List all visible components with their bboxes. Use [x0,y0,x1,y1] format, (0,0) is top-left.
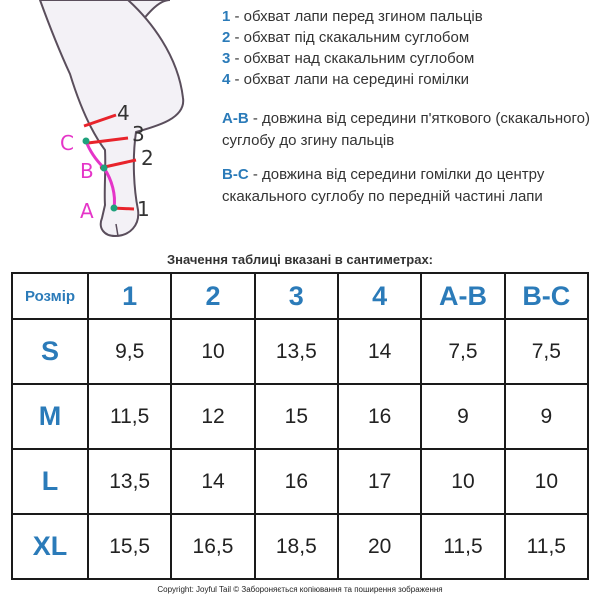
label-3: 3 [132,122,145,146]
table-cell: 9 [505,384,588,449]
table-cell: 11,5 [88,384,171,449]
header-size: Розмір [12,273,88,319]
table-title: Значення таблиці вказані в сантиметрах: [166,252,434,267]
measurement-legend [222,6,594,208]
table-cell: 16,5 [171,514,254,579]
table-cell: 10 [505,449,588,514]
header-2: 2 [171,273,254,319]
table-cell: 17 [338,449,421,514]
label-a: A [80,199,94,223]
table-cell: 13,5 [88,449,171,514]
table-row-xl [12,514,588,579]
label-c: C [60,131,74,155]
table-cell: 16 [255,449,338,514]
point-b [101,165,108,172]
table-cell: 18,5 [255,514,338,579]
legend-number: 4 [222,71,231,88]
legend-ab-key: A-B [222,110,249,127]
legend-bc-key: B-C [222,166,249,183]
table-cell: 7,5 [421,319,504,384]
size-label: XL [12,514,88,579]
size-label: M [12,384,88,449]
table-cell: 14 [338,319,421,384]
legend-ab [222,108,594,152]
legend-ab-text: - довжина від середини п'яткового (скакального) суглобу до згину пальців [222,110,590,149]
table-row-s [12,319,588,384]
size-table [11,272,589,580]
legend-item-1 [222,6,594,27]
header-1: 1 [88,273,171,319]
legend-item-4 [222,69,594,90]
label-2: 2 [141,146,154,170]
table-cell: 15,5 [88,514,171,579]
legend-item-3 [222,48,594,69]
legend-bc [222,164,594,208]
header-3: 3 [255,273,338,319]
legend-text: - обхват під скакальним суглобом [230,29,470,46]
legend-number: 2 [222,29,231,46]
legend-text: - обхват над скакальним суглобом [230,50,475,67]
label-b: B [80,159,94,183]
table-cell: 11,5 [421,514,504,579]
table-row-m [12,384,588,449]
header-b-c: B-C [505,273,588,319]
label-1: 1 [137,197,150,221]
legend-text: - обхват лапи перед згином пальців [230,8,483,25]
table-header-row [12,273,588,319]
table-cell: 9,5 [88,319,171,384]
legend-number: 3 [222,50,231,67]
size-label: L [12,449,88,514]
point-c [83,138,90,145]
table-cell: 20 [338,514,421,579]
legend-number: 1 [222,8,231,25]
legend-bc-text: - довжина від середини гомілки до центру скакального суглобу по передній частині лапи [222,166,545,205]
size-label: S [12,319,88,384]
table-cell: 12 [171,384,254,449]
table-cell: 11,5 [505,514,588,579]
paw-measurement-diagram [0,0,210,245]
table-row-l [12,449,588,514]
table-cell: 10 [421,449,504,514]
table-cell: 10 [171,319,254,384]
table-cell: 7,5 [505,319,588,384]
point-a [111,205,118,212]
header-a-b: A-B [421,273,504,319]
header-4: 4 [338,273,421,319]
table-cell: 13,5 [255,319,338,384]
copyright-note: Copyright: Joyful Tail © Забороняється копіювання та поширення зображення [157,585,443,594]
table-cell: 15 [255,384,338,449]
legend-item-2 [222,27,594,48]
table-cell: 16 [338,384,421,449]
table-cell: 9 [421,384,504,449]
legend-text: - обхват лапи на середині гомілки [230,71,469,88]
table-cell: 14 [171,449,254,514]
label-4: 4 [117,101,130,125]
